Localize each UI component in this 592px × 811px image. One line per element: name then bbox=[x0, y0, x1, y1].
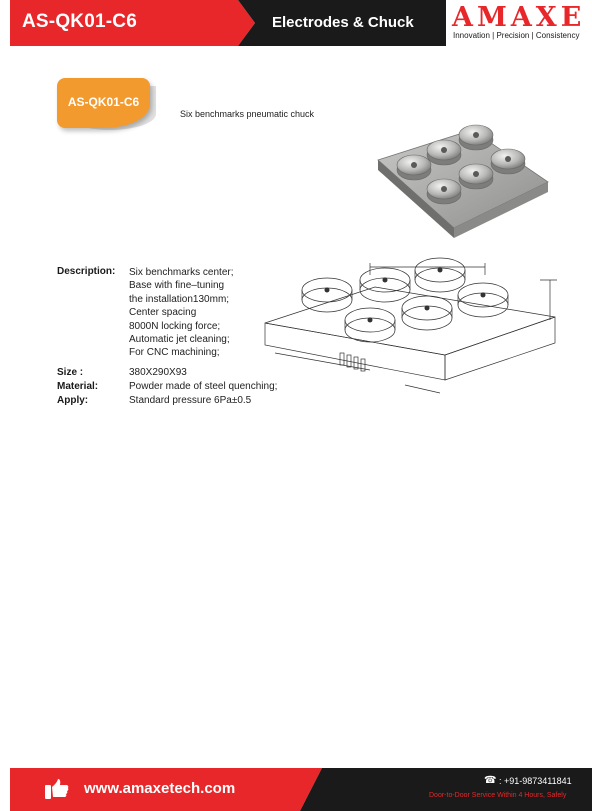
product-code-tag-label: AS-QK01-C6 bbox=[67, 95, 140, 109]
brand-tagline: Innovation | Precision | Consistency bbox=[453, 31, 580, 40]
phone-icon: ☎ bbox=[484, 775, 497, 786]
apply-value: Standard pressure 6Pa±0.5 bbox=[129, 395, 252, 406]
footer-dark-banner bbox=[294, 768, 592, 811]
description-label: Description: bbox=[57, 266, 116, 277]
material-label: Material: bbox=[57, 381, 99, 392]
category-title: Electrodes & Chuck bbox=[272, 14, 414, 31]
description-line: 8000N locking force; bbox=[129, 320, 221, 332]
brand-logo: AMAXE bbox=[452, 2, 586, 33]
description-line: the installation130mm; bbox=[129, 293, 230, 305]
description-list bbox=[129, 266, 234, 360]
page-header bbox=[0, 0, 592, 46]
size-label: Size : bbox=[57, 367, 84, 378]
hand-web-icon bbox=[44, 777, 70, 801]
service-note: Door-to-Door Service Within 4 Hours, Safely bbox=[429, 792, 567, 799]
product-photo bbox=[372, 122, 552, 257]
product-code-tag bbox=[57, 78, 150, 128]
description-line: Base with fine–tuning bbox=[129, 280, 225, 292]
phone-number: : +91-9873411841 bbox=[499, 776, 572, 786]
apply-label: Apply: bbox=[57, 395, 89, 406]
description-line: For CNC machining; bbox=[129, 347, 220, 359]
description-line: Center spacing bbox=[129, 307, 197, 319]
description-line: Automatic jet cleaning; bbox=[129, 334, 230, 346]
website-link[interactable]: www.amaxetech.com bbox=[84, 780, 236, 797]
material-value: Powder made of steel quenching; bbox=[129, 381, 278, 392]
technical-drawing bbox=[255, 245, 565, 400]
size-value: 380X290X93 bbox=[129, 367, 187, 378]
product-subtitle: Six benchmarks pneumatic chuck bbox=[180, 109, 315, 119]
description-line: Six benchmarks center; bbox=[129, 267, 234, 278]
page-footer bbox=[0, 768, 592, 811]
product-code-title: AS-QK01-C6 bbox=[22, 11, 137, 32]
